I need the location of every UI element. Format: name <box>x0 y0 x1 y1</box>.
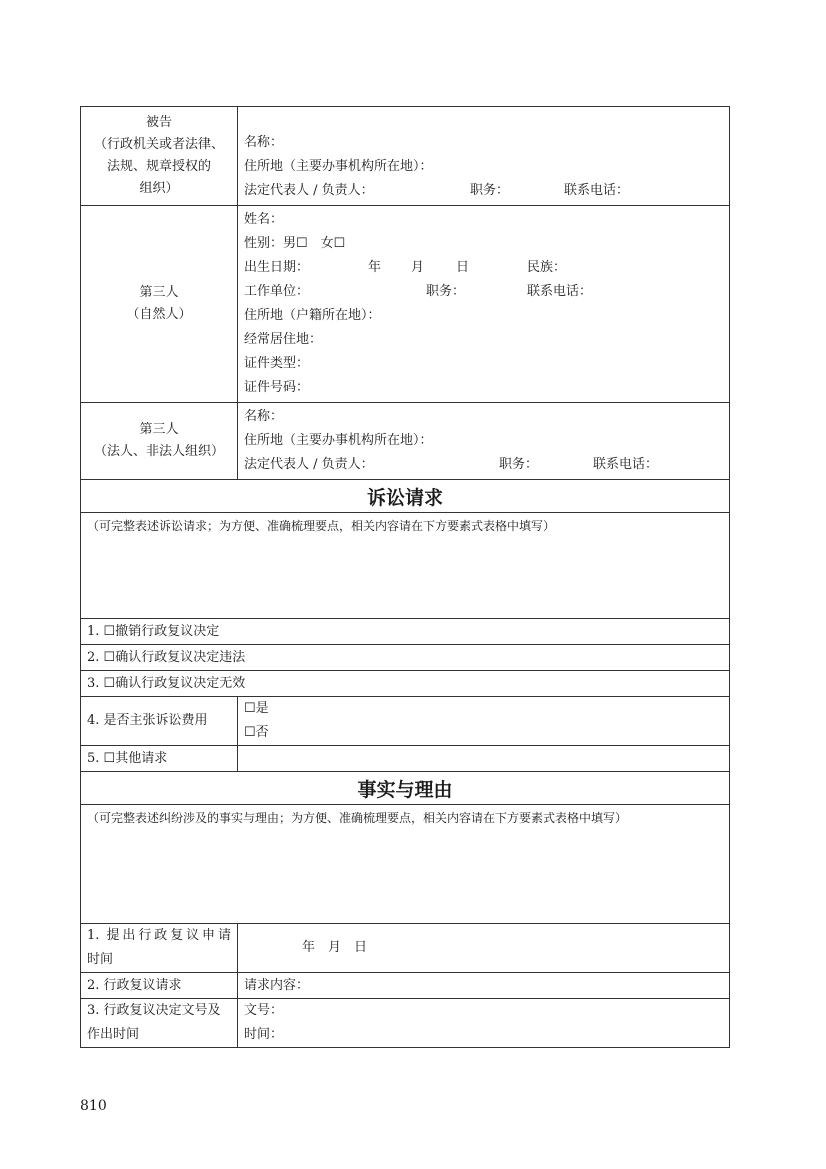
other-claims-row <box>81 746 730 772</box>
defendant-label <box>81 107 238 206</box>
claim-invalid-checkbox[interactable]: 3. ☐确认行政复议决定无效 <box>81 671 730 697</box>
claims-note-row <box>81 513 730 619</box>
page-number: 810 <box>80 1098 107 1114</box>
litigation-fee-options <box>238 697 730 746</box>
third-party-natural-content[interactable] <box>238 206 730 403</box>
facts-note-row <box>81 805 730 924</box>
claim-revoke-checkbox[interactable]: 1. ☐撤销行政复议决定 <box>81 619 730 645</box>
application-time-row <box>81 924 730 973</box>
review-request-field[interactable]: 请求内容： <box>238 973 730 999</box>
birth-year-label: 年 <box>368 260 382 275</box>
facts-heading: 事实与理由 <box>81 772 730 805</box>
third-natural-address-field[interactable]: 住所地（户籍所在地）： <box>244 308 381 323</box>
claims-heading: 诉讼请求 <box>81 480 730 513</box>
review-request-label: 2. 行政复议请求 <box>81 973 238 999</box>
third-party-natural-label <box>81 206 238 403</box>
decision-number-field[interactable]: 文号： <box>244 1003 284 1018</box>
ethnicity-field[interactable]: 民族： <box>527 260 567 275</box>
third-legal-position-field[interactable]: 职务： <box>499 457 539 472</box>
third-natural-name-field[interactable]: 姓名： <box>244 212 284 227</box>
third-legal-label-line: （法人、非法人组织） <box>93 444 224 459</box>
defendant-position-field[interactable]: 职务： <box>470 183 510 198</box>
claims-item-row <box>81 619 730 645</box>
third-natural-label-line: 第三人 <box>139 285 179 300</box>
claims-note-area[interactable] <box>81 513 730 619</box>
decision-label-line: 作出时间 <box>87 1027 140 1042</box>
application-date-field[interactable]: 年 月 日 <box>238 924 730 973</box>
id-type-field[interactable]: 证件类型： <box>244 356 310 371</box>
fee-yes-checkbox[interactable]: ☐是 <box>244 701 269 716</box>
fee-no-checkbox[interactable]: ☐否 <box>244 725 269 740</box>
habitual-residence-field[interactable]: 经常居住地： <box>244 332 323 347</box>
third-legal-label-line: 第三人 <box>139 422 179 437</box>
other-claims-field[interactable] <box>238 746 730 772</box>
claims-heading-row <box>81 480 730 513</box>
third-party-legal-label <box>81 403 238 480</box>
third-legal-rep-field[interactable]: 法定代表人 / 负责人： <box>244 457 374 472</box>
birth-day-label: 日 <box>456 260 470 275</box>
claims-item-row <box>81 645 730 671</box>
defendant-content[interactable] <box>238 107 730 206</box>
decision-row <box>81 999 730 1048</box>
id-number-field[interactable]: 证件号码： <box>244 380 310 395</box>
third-natural-position-field[interactable]: 职务： <box>426 284 466 299</box>
defendant-address-field[interactable]: 住所地（主要办事机构所在地）： <box>244 159 433 174</box>
defendant-label-line: 法规、规章授权的 <box>106 159 211 174</box>
decision-label <box>81 999 238 1048</box>
third-legal-phone-field[interactable]: 联系电话： <box>593 457 659 472</box>
application-time-label-line: 1. 提出行政复议申请 <box>87 928 231 943</box>
litigation-fee-label: 4. 是否主张诉讼费用 <box>81 697 238 746</box>
application-time-label <box>81 924 238 973</box>
complaint-form-table <box>80 106 730 1048</box>
third-party-natural-row <box>81 206 730 403</box>
defendant-phone-field[interactable]: 联系电话： <box>564 183 630 198</box>
defendant-name-field[interactable]: 名称： <box>244 135 284 150</box>
third-natural-label-line: （自然人） <box>126 307 192 322</box>
other-claims-checkbox[interactable]: 5. ☐其他请求 <box>81 746 238 772</box>
decision-content <box>238 999 730 1048</box>
litigation-fee-row <box>81 697 730 746</box>
decision-time-field[interactable]: 时间： <box>244 1027 284 1042</box>
defendant-label-line: 组织） <box>139 181 179 196</box>
third-party-legal-content[interactable] <box>238 403 730 480</box>
third-legal-name-field[interactable]: 名称： <box>244 409 284 424</box>
application-time-label-line: 时间 <box>87 952 114 967</box>
work-unit-field[interactable]: 工作单位： <box>244 284 310 299</box>
third-natural-gender-field[interactable]: 性别：男☐ 女☐ <box>244 236 346 251</box>
defendant-rep-field[interactable]: 法定代表人 / 负责人： <box>244 183 374 198</box>
defendant-row <box>81 107 730 206</box>
third-legal-address-field[interactable]: 住所地（主要办事机构所在地）： <box>244 433 433 448</box>
third-party-legal-row <box>81 403 730 480</box>
decision-label-line: 3. 行政复议决定文号及 <box>87 1003 221 1018</box>
claims-item-row <box>81 671 730 697</box>
facts-heading-row <box>81 772 730 805</box>
claim-illegal-checkbox[interactable]: 2. ☐确认行政复议决定违法 <box>81 645 730 671</box>
defendant-label-line: 被告 <box>145 115 172 130</box>
third-natural-phone-field[interactable]: 联系电话： <box>527 284 593 299</box>
facts-note: （可完整表述纠纷涉及的事实与理由；为方便、准确梳理要点，相关内容请在下方要素式表格中填写） <box>87 811 628 825</box>
facts-note-area[interactable] <box>81 805 730 924</box>
defendant-label-line: （行政机关或者法律、 <box>93 137 224 152</box>
birth-date-label: 出生日期： <box>244 260 310 275</box>
birth-month-label: 月 <box>411 260 425 275</box>
claims-note: （可完整表述诉讼请求；为方便、准确梳理要点，相关内容请在下方要素式表格中填写） <box>87 519 556 533</box>
review-request-row <box>81 973 730 999</box>
